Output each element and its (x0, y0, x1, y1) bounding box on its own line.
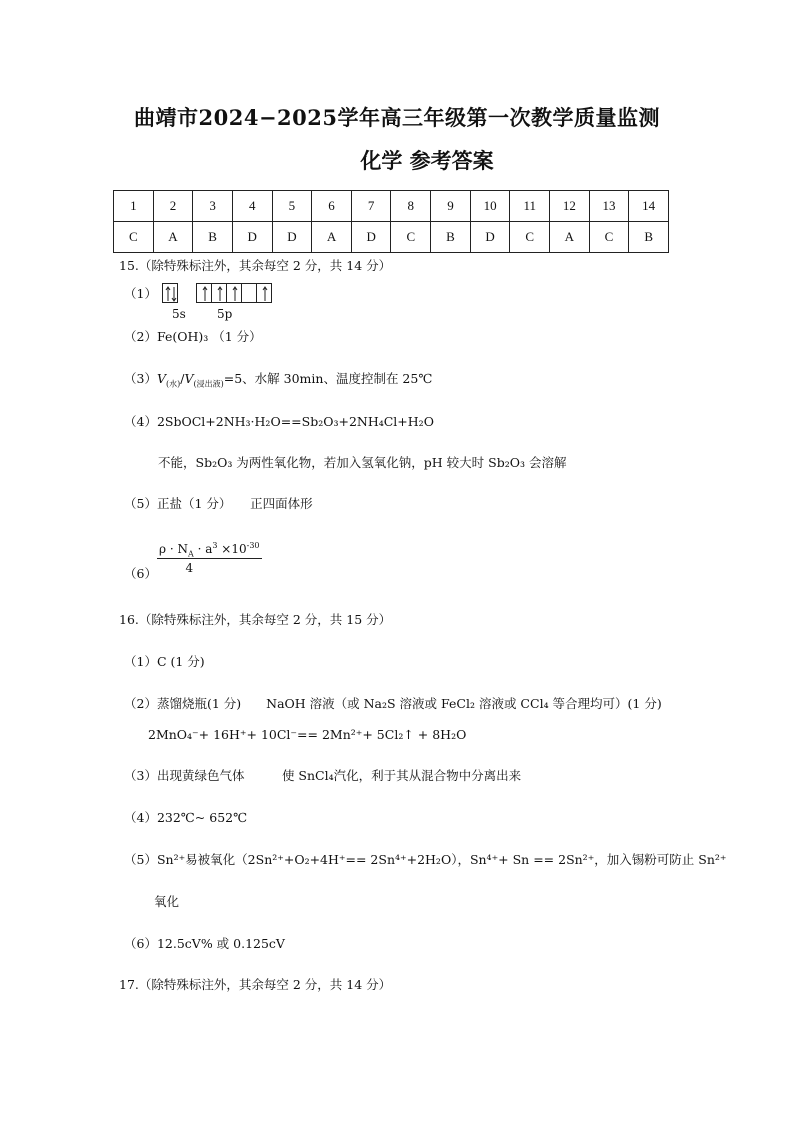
question-number-cell: 12 (550, 191, 590, 222)
orbital-box-5p-3 (226, 283, 242, 303)
page-title: 曲靖市2024−2025学年高三年级第一次教学质量监测 (134, 105, 660, 130)
answer-cell: C (114, 222, 154, 253)
question-number-cell: 14 (629, 191, 669, 222)
question-number-cell: 8 (391, 191, 431, 222)
answer-cell: D (272, 222, 312, 253)
q16-part2-equation: 2MnO₄⁻+ 16H⁺+ 10Cl⁻== 2Mn²⁺+ 5Cl₂↑ + 8H₂O (148, 727, 467, 742)
q16-part4: （4）232℃~ 652℃ (124, 810, 248, 825)
q15-part2: （2）Fe(OH)₃ （1 分） (124, 329, 262, 344)
q15-part3-label: （3） (124, 371, 157, 386)
q16-part6: （6）12.5cV% 或 0.125cV (124, 936, 285, 951)
paired-arrows-icon (163, 284, 179, 304)
q15-part4: （4）2SbOCl+2NH₃·H₂O==Sb₂O₃+2NH₄Cl+H₂O (124, 414, 434, 429)
answer-cell: C (391, 222, 431, 253)
answer-table-number-row (114, 191, 669, 222)
question-number-cell: 6 (312, 191, 352, 222)
answer-cell: D (470, 222, 510, 253)
up-arrow-icon (257, 284, 273, 304)
answer-table (113, 190, 669, 253)
q16-part3: （3）出现黄绿色气体 使 SnCl₄汽化，利于其从混合物中分离出来 (124, 768, 522, 783)
formula-denominator: 4 (185, 561, 194, 575)
orbital-box-5s (162, 283, 178, 303)
answer-cell: D (232, 222, 272, 253)
answer-cell: A (550, 222, 590, 253)
question-number-cell: 10 (470, 191, 510, 222)
q15-header: 15.（除特殊标注外，其余每空 2 分，共 14 分） (119, 258, 392, 273)
q15-part3: $(3)V_{(水)}/V_{(浸出液)}=5$、水解 30min、温度控制在 25℃ (124, 371, 433, 389)
answer-cell: A (153, 222, 193, 253)
q16-part5: （5）Sn²⁺易被氧化（2Sn²⁺+O₂+4H⁺== 2Sn⁴⁺+2H₂O），Sn⁴⁺+ Sn == 2Sn²⁺，加入锡粉可防止 Sn²⁺ (124, 852, 727, 867)
orbital-box-5p-gap (241, 283, 257, 303)
question-number-cell: 13 (589, 191, 629, 222)
q16-part1: （1）C (1 分) (124, 654, 205, 669)
answer-cell: B (629, 222, 669, 253)
answer-cell: D (351, 222, 391, 253)
answer-table-answer-row (114, 222, 669, 253)
answer-cell: C (510, 222, 550, 253)
q16-part2: （2）蒸馏烧瓶(1 分) NaOH 溶液（或 Na₂S 溶液或 FeCl₂ 溶液或 CCl₄ 等合理均可）(1 分) (124, 696, 662, 711)
question-number-cell: 4 (232, 191, 272, 222)
q17-header: 17.（除特殊标注外，其余每空 2 分，共 14 分） (119, 977, 392, 992)
answer-cell: B (193, 222, 233, 253)
answer-cell: B (431, 222, 471, 253)
orbital-box-5p-2 (211, 283, 227, 303)
formula-numerator: $\rho \cdot N_A \cdot a^3 \times 10^{-30}$ (159, 541, 260, 559)
answer-cell: A (312, 222, 352, 253)
q15-part1-label: （1） (124, 286, 157, 301)
answer-cell: C (589, 222, 629, 253)
question-number-cell: 2 (153, 191, 193, 222)
orbital-box-5p-1 (196, 283, 212, 303)
density-formula (157, 542, 262, 575)
question-number-cell: 5 (272, 191, 312, 222)
orbital-label-5s: 5s (172, 307, 186, 321)
q15-part4-explain: 不能，Sb₂O₃ 为两性氧化物，若加入氢氧化钠，pH 较大时 Sb₂O₃ 会溶解 (158, 455, 567, 470)
question-number-cell: 1 (114, 191, 154, 222)
question-number-cell: 7 (351, 191, 391, 222)
q15-part6-label: （6） (124, 566, 157, 581)
question-number-cell: 11 (510, 191, 550, 222)
question-number-cell: 3 (193, 191, 233, 222)
page-subtitle: 化学 参考答案 (360, 148, 494, 173)
q16-header: 16.（除特殊标注外，其余每空 2 分，共 15 分） (119, 612, 392, 627)
q15-part5: （5）正盐（1 分） 正四面体形 (124, 496, 313, 511)
q15-part3-text: =5、水解 30min、温度控制在 25℃ (223, 371, 433, 386)
q16-part5-cont: 氧化 (154, 894, 180, 909)
orbital-box-5p-4 (256, 283, 272, 303)
orbital-label-5p: 5p (217, 307, 233, 321)
question-number-cell: 9 (431, 191, 471, 222)
